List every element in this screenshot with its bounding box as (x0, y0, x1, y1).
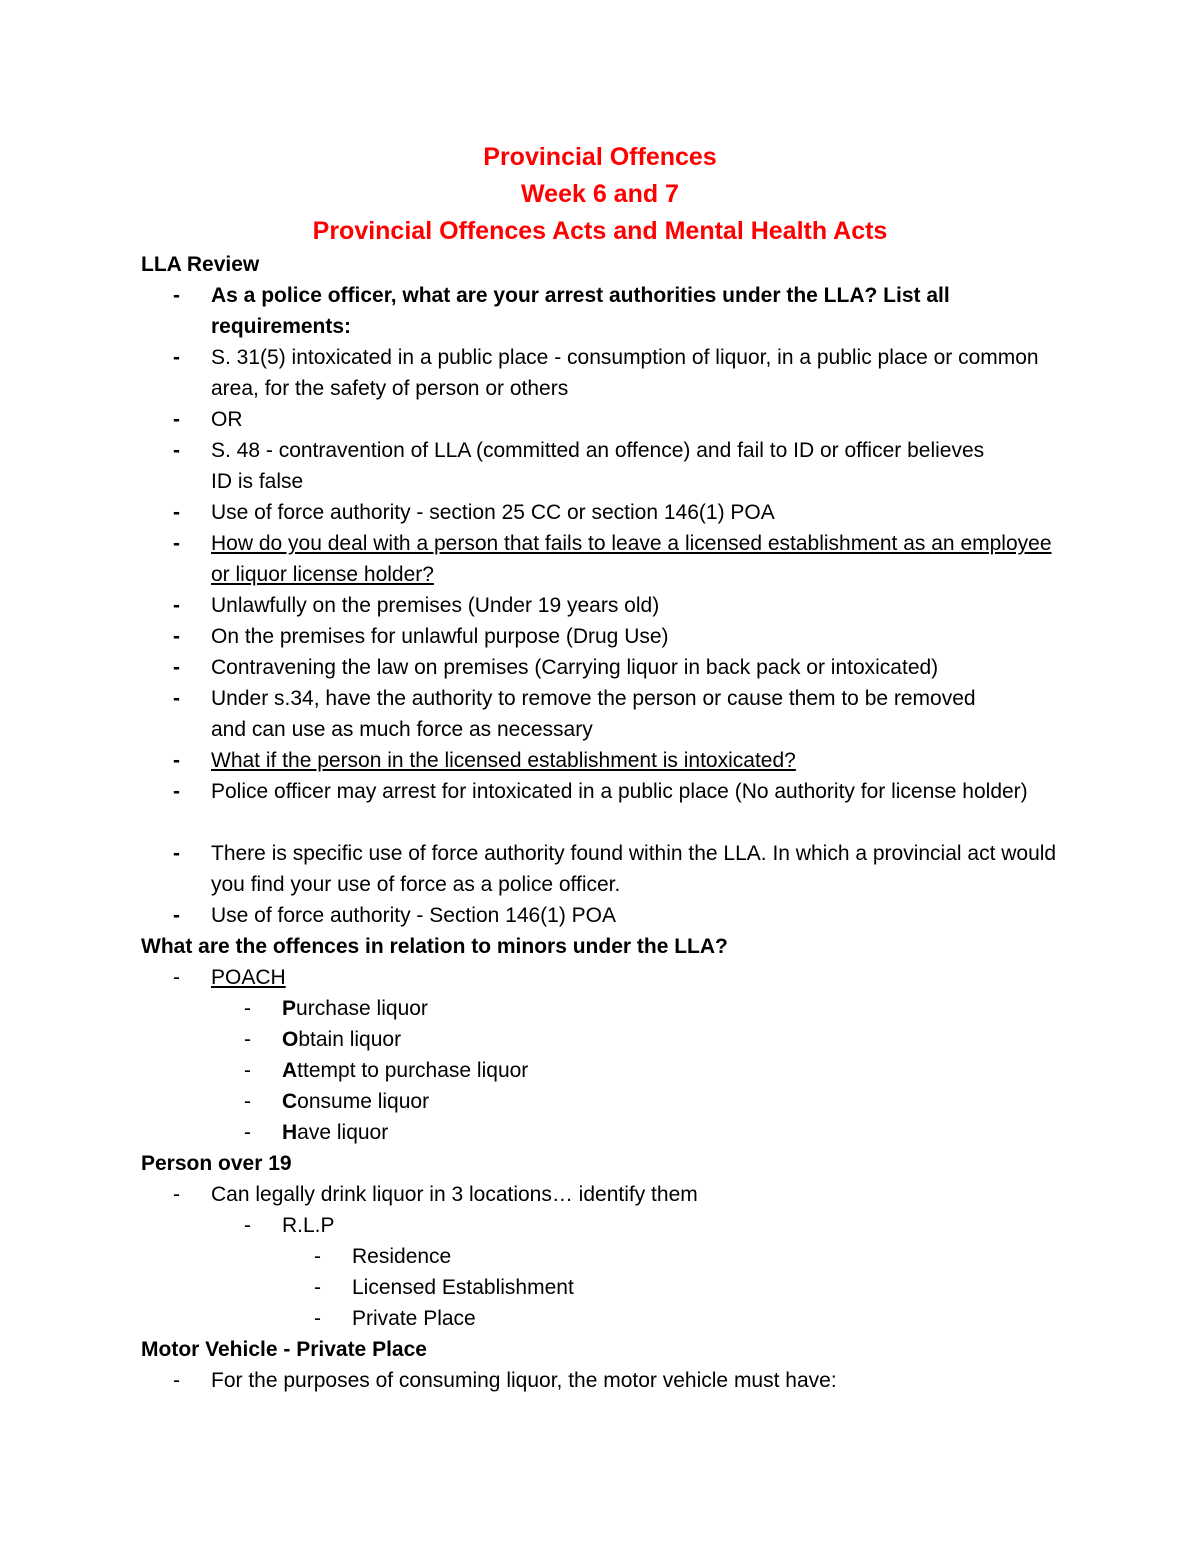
acronym-expansion (282, 1117, 1042, 1148)
bullet-dash: - (173, 1369, 180, 1392)
list-item-text: Contravening the law on premises (Carrying liquor in back pack or intoxicated) (211, 656, 939, 679)
list-item-text: S. 31(5) intoxicated in a public place - consumption of liquor, in a public place or common area, for the safety of person or others (211, 346, 1039, 400)
bullet-dash: - (173, 687, 180, 710)
bullet-dash: - (244, 1059, 251, 1082)
list-item-question: What if the person in the licensed establishment is intoxicated? (211, 749, 796, 772)
list-item-text: There is specific use of force authority found within the LLA. In which a provincial act would you find your use of force as a police officer. (211, 842, 1057, 896)
bullet-dash: - (173, 904, 180, 927)
document-title: Provincial Offences (483, 143, 717, 171)
bullet-dash: - (244, 997, 251, 1020)
bullet-dash: - (173, 532, 180, 555)
bullet-dash: - (173, 408, 180, 431)
list-item-text: Can legally drink liquor in 3 locations… identify them (211, 1183, 698, 1206)
acronym-rest: ave liquor (297, 1121, 389, 1144)
bullet-dash: - (173, 594, 180, 617)
acronym-rest: ttempt to purchase liquor (297, 1059, 529, 1082)
bullet-dash: - (173, 749, 180, 772)
bullet-dash: - (173, 656, 180, 679)
acronym-expansion (282, 1086, 1042, 1117)
acronym-rest: btain liquor (298, 1028, 402, 1051)
bullet-dash: - (314, 1307, 321, 1330)
list-item-text: S. 48 - contravention of LLA (committed an offence) and fail to ID or officer believes ID is false (211, 439, 985, 493)
list-item-text: On the premises for unlawful purpose (Drug Use) (211, 625, 669, 648)
acronym-expansion (282, 1055, 1042, 1086)
acronym-rlp: R.L.P (282, 1214, 335, 1237)
document-subtitle-week: Week 6 and 7 (521, 180, 679, 208)
bullet-dash: - (173, 439, 180, 462)
acronym-initial: H (282, 1121, 298, 1144)
list-item-text: OR (211, 408, 243, 431)
acronym-initial: C (282, 1090, 298, 1113)
location-text: Licensed Establishment (352, 1276, 574, 1299)
list-item-text: Under s.34, have the authority to remove the person or cause them to be removed and can use as much force as necessary (211, 687, 976, 741)
location-text: Residence (352, 1245, 452, 1268)
bullet-dash: - (173, 625, 180, 648)
bullet-dash: - (314, 1245, 321, 1268)
section-heading-person-over-19: Person over 19 (141, 1152, 292, 1175)
bullet-dash: - (244, 1121, 251, 1144)
list-item-text: Use of force authority - section 25 CC or section 146(1) POA (211, 501, 775, 524)
section-heading-lla-review: LLA Review (141, 253, 260, 276)
list-item-question: How do you deal with a person that fails to leave a licensed establishment as an employee or liquor license holder? (211, 532, 1052, 586)
acronym-rest: urchase liquor (296, 997, 428, 1020)
acronym-expansion (282, 1024, 1042, 1055)
bullet-dash: - (173, 780, 180, 803)
acronym-rest: onsume liquor (297, 1090, 430, 1113)
bullet-dash: - (173, 842, 180, 865)
bullet-dash: - (173, 346, 180, 369)
list-item-text: Police officer may arrest for intoxicated in a public place (No authority for license holder) (211, 780, 1028, 803)
acronym-initial: A (282, 1059, 298, 1082)
bullet-dash: - (173, 1183, 180, 1206)
bullet-dash: - (244, 1090, 251, 1113)
location-text: Private Place (352, 1307, 476, 1330)
list-item-text: For the purposes of consuming liquor, the motor vehicle must have: (211, 1369, 837, 1392)
bullet-dash: - (314, 1276, 321, 1299)
bullet-dash: - (173, 966, 180, 989)
bullet-dash: - (173, 501, 180, 524)
list-item-text: Use of force authority - Section 146(1) POA (211, 904, 617, 927)
bullet-dash: - (244, 1214, 251, 1237)
list-item-text: As a police officer, what are your arrest authorities under the LLA? List all requirements: (211, 284, 950, 338)
acronym-expansion (282, 993, 1042, 1024)
acronym-poach: POACH (211, 966, 286, 989)
bullet-dash: - (173, 284, 180, 307)
section-heading-minors: What are the offences in relation to minors under the LLA? (141, 935, 728, 958)
section-heading-motor-vehicle: Motor Vehicle - Private Place (141, 1338, 427, 1361)
acronym-initial: P (282, 997, 297, 1020)
bullet-dash: - (244, 1028, 251, 1051)
acronym-initial: O (282, 1028, 299, 1051)
list-item-text: Unlawfully on the premises (Under 19 years old) (211, 594, 660, 617)
document-subtitle-acts: Provincial Offences Acts and Mental Health Acts (312, 217, 888, 245)
